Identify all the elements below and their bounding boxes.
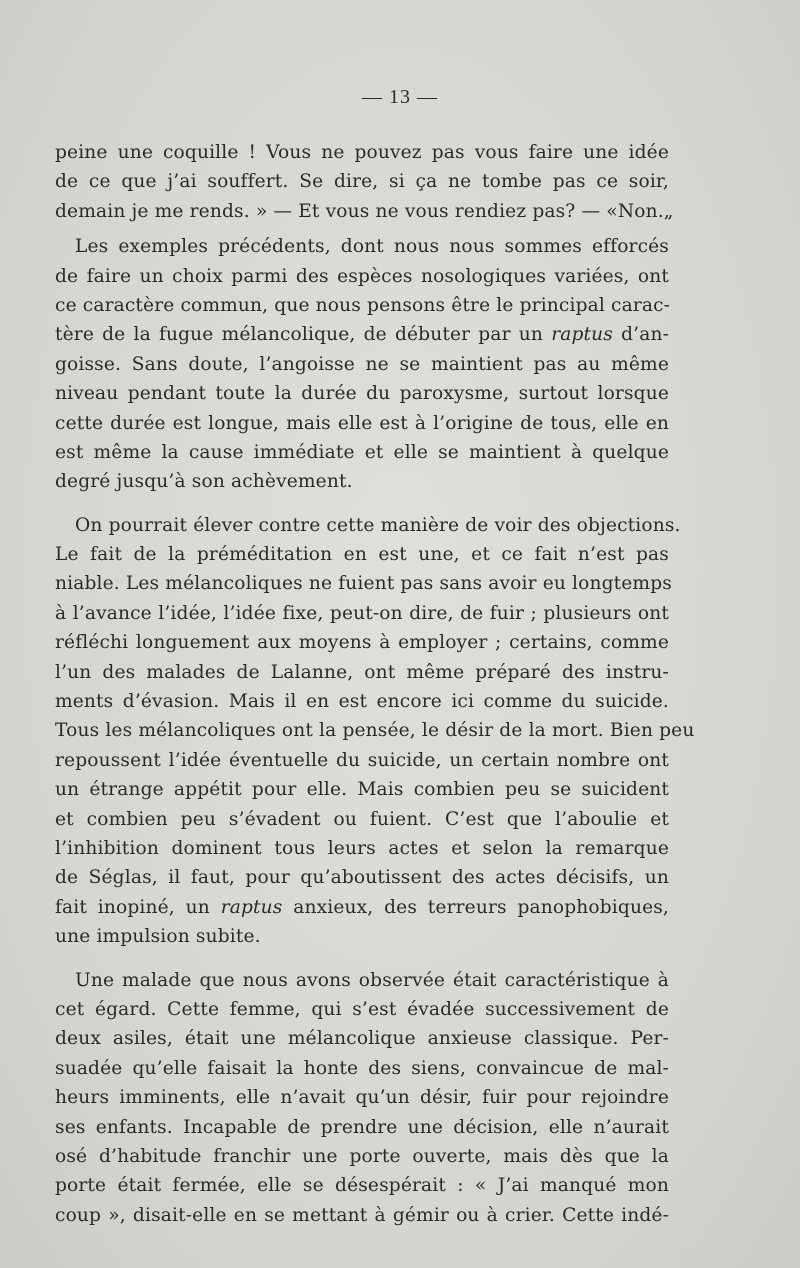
text-line [55, 320, 669, 349]
text-segment: anxieux, des terreurs panophobiques, [282, 896, 669, 918]
italic-term: raptus [220, 896, 283, 918]
text-line: à l’avance l’idée, l’idée fixe, peut-on dire, de fuir ; plusieurs ont [55, 602, 669, 624]
text-line: ses enfants. Incapable de prendre une décision, elle n’aurait [55, 1116, 669, 1138]
text-line: peine une coquille ! Vous ne pouvez pas vous faire une idée [55, 142, 669, 163]
text-line: coup », disait-elle en se mettant à gémir ou à crier. Cette indé- [55, 1204, 669, 1226]
paragraph-3 [55, 511, 695, 952]
text-line: heurs imminents, elle n’avait qu’un désir, fuir pour rejoindre [55, 1087, 669, 1109]
text-line: goisse. Sans doute, l’angoisse ne se maintient pas au même [55, 353, 669, 375]
text-line: Une malade que nous avons observée était caractéristique à [75, 969, 669, 991]
text-line: suadée qu’elle faisait la honte des siens, convaincue de mal- [55, 1057, 669, 1079]
page-number: — 13 — [362, 86, 438, 108]
text-line: de Séglas, il faut, pour qu’aboutissent des actes décisifs, un [55, 867, 669, 889]
text-line: osé d’habitude franchir une porte ouverte, mais dès que la [55, 1145, 669, 1167]
paragraph-gap [55, 497, 669, 511]
text-line: niable. Les mélancoliques ne fuient pas sans avoir eu longtemps [55, 573, 672, 595]
text-line: réfléchi longuement aux moyens à employer ; certains, comme [55, 632, 669, 654]
text-line [55, 893, 669, 922]
text-line: demain je me rends. » — Et vous ne vous rendiez pas? — «Non.„ [55, 200, 674, 222]
text-line: ments d’évasion. Mais il en est encore ici comme du suicide. [55, 691, 669, 713]
paragraph-1 [55, 138, 674, 226]
text-line: de faire un choix parmi des espèces nosologiques variées, ont [55, 265, 669, 287]
text-line: deux asiles, était une mélancolique anxieuse classique. Per- [55, 1028, 669, 1050]
text-line: ce caractère commun, que nous pensons être le principal carac- [55, 294, 671, 316]
text-line: porte était fermée, elle se désespérait : « J’ai manqué mon [55, 1175, 669, 1197]
text-line: et combien peu s’évadent ou fuient. C’est que l’aboulie et [55, 808, 669, 830]
paragraph-4 [55, 966, 669, 1231]
text-line: l’inhibition dominent tous leurs actes et selon la remarque [55, 837, 669, 859]
text-line: repoussent l’idée éventuelle du suicide, un certain nombre ont [55, 749, 669, 771]
text-segment: tère de la fugue mélancolique, de débuter par un [55, 324, 552, 346]
text-line: une impulsion subite. [55, 926, 261, 948]
text-segment: d’an- [612, 324, 670, 346]
text-line: On pourrait élever contre cette manière de voir des objections. [75, 514, 681, 536]
text-line: cet égard. Cette femme, qui s’est évadée successivement de [55, 998, 669, 1020]
text-line: niveau pendant toute la durée du paroxysme, surtout lorsque [55, 383, 669, 405]
text-line: cette durée est longue, mais elle est à l’origine de tous, elle en [55, 412, 669, 434]
paragraph-2 [55, 232, 669, 497]
paragraph-gap [55, 952, 669, 966]
text-line: degré jusqu’à son achèvement. [55, 471, 353, 493]
italic-term: raptus [551, 324, 613, 346]
body-text [55, 138, 695, 1230]
text-line: est même la cause immédiate et elle se maintient à quelque [55, 441, 669, 463]
text-line: l’un des malades de Lalanne, ont même préparé des instru- [55, 661, 669, 683]
text-line: Le fait de la préméditation en est une, et ce fait n’est pas [55, 544, 669, 566]
text-line: de ce que j’ai souffert. Se dire, si ça ne tombe pas ce soir, [55, 171, 669, 193]
text-line: Les exemples précédents, dont nous nous sommes efforcés [75, 236, 669, 258]
text-segment: fait inopiné, un [55, 896, 221, 918]
text-line: un étrange appétit pour elle. Mais combien peu se suicident [55, 779, 669, 801]
text-line: Tous les mélancoliques ont la pensée, le désir de la mort. Bien peu [55, 720, 695, 742]
